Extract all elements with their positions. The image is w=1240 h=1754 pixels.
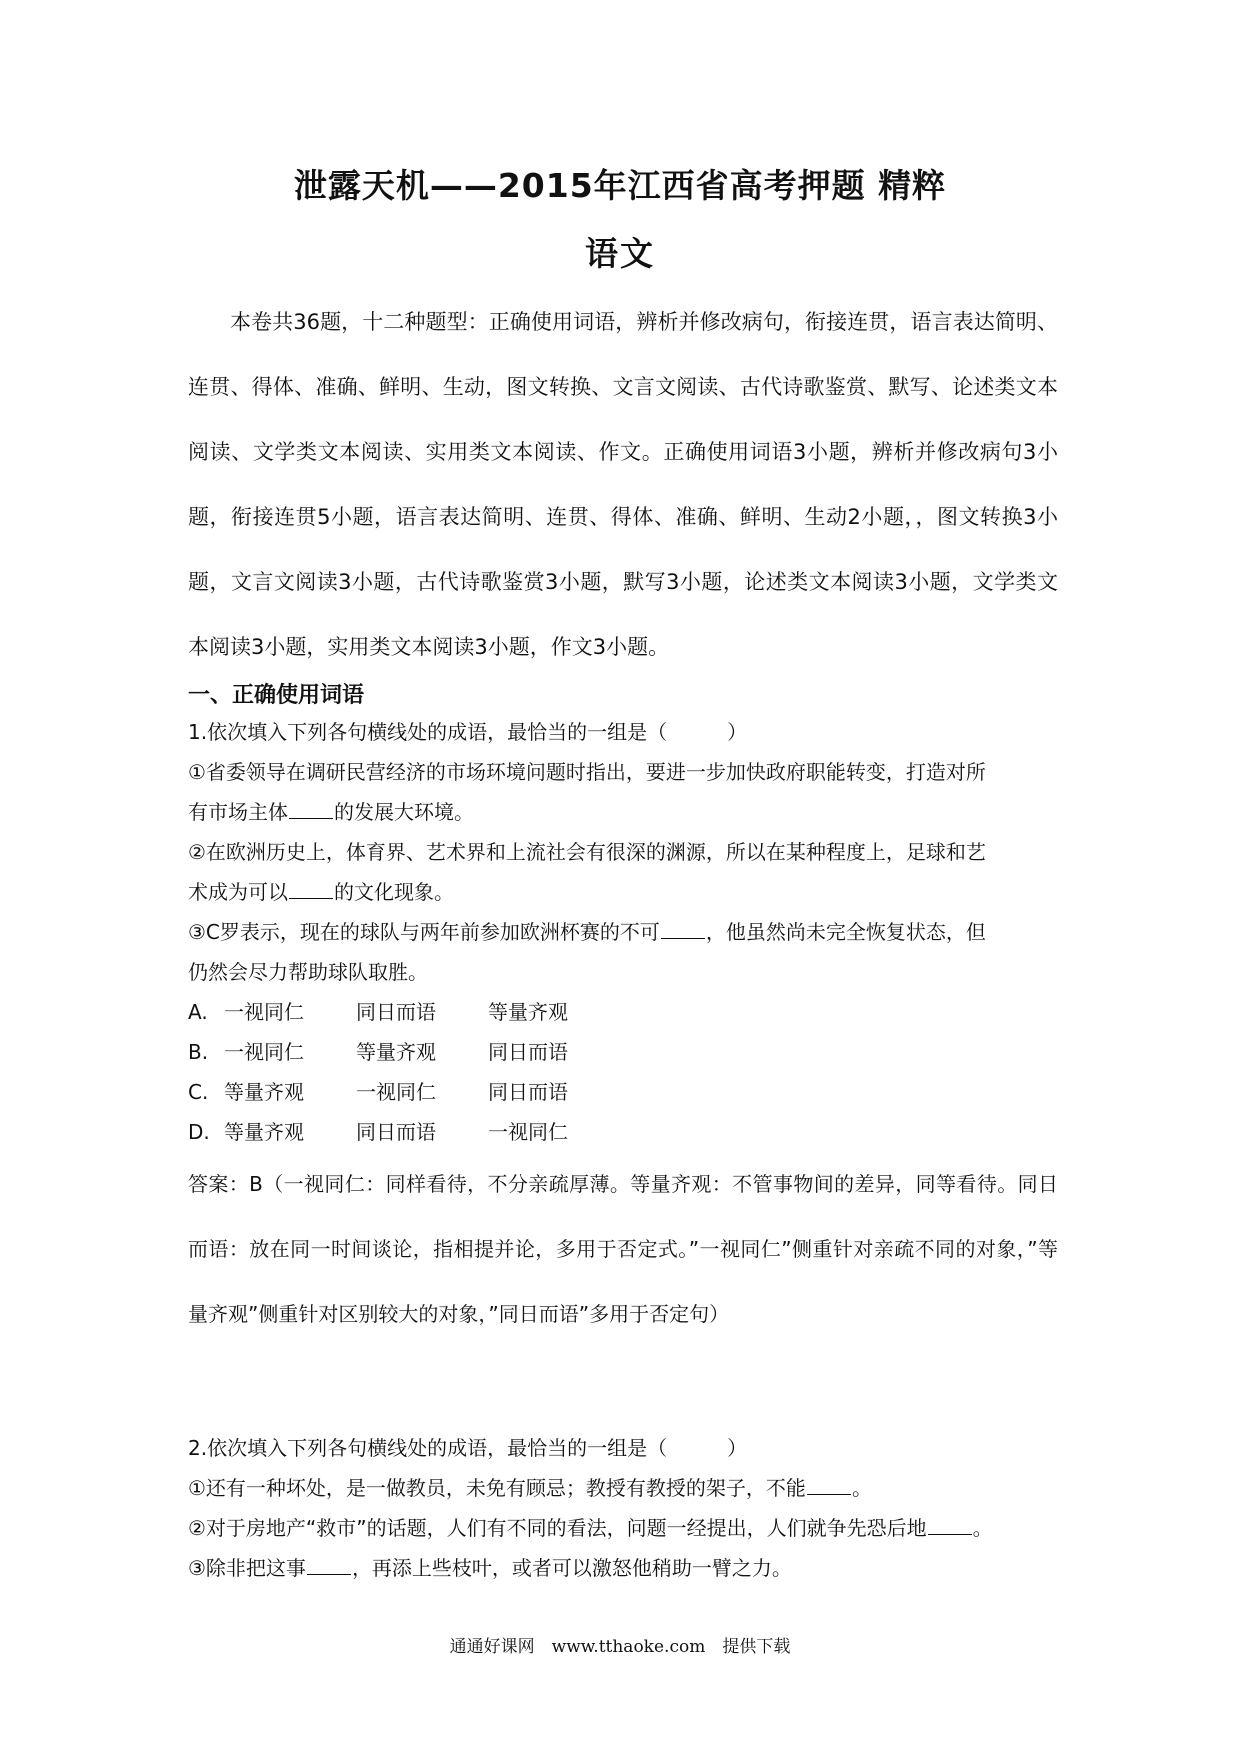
- question-2: [188, 1428, 1058, 1588]
- option-term: 一视同仁: [356, 1080, 436, 1104]
- option-term: 一视同仁: [224, 1000, 304, 1024]
- fill-blank: [307, 1556, 351, 1575]
- option-term: 同日而语: [356, 1120, 436, 1144]
- sentence-2-line-1: ②在欧洲历史上，体育界、艺术界和上流社会有很深的渊源，所以在某种程度上，足球和艺: [188, 840, 986, 864]
- sentence-2: [188, 1508, 1058, 1548]
- option-term: 一视同仁: [224, 1040, 304, 1064]
- question-stem: 1.依次填入下列各句横线处的成语，最恰当的一组是（ ）: [188, 720, 748, 744]
- sentence-text: 。: [972, 1516, 993, 1540]
- option-term: 等量齐观: [224, 1080, 304, 1104]
- fill-blank: [807, 1476, 851, 1495]
- option-term: 同日而语: [488, 1080, 568, 1104]
- intro-paragraph: [188, 290, 1058, 680]
- intro-text: 本卷共36题，十二种题型：正确使用词语，辨析并修改病句，衔接连贯，语言表达简明、连贯、得体、准确、鲜明、生动，图文转换、文言文阅读、古代诗歌鉴赏、默写、论述类文本阅读、文学类文本阅读、实用类文本阅读、作文。正确使用词语3小题，辨析并修改病句3小题，衔接连贯5小题，语言表达简明、连贯、得体、准确、鲜明、生动2小题，，图文转换3小题，文言文阅读3小题，古代诗歌鉴赏3小题，默写3小题，论述类文本阅读3小题，文学类文本阅读3小题，实用类文本阅读3小题，作文3小题。: [188, 310, 1058, 659]
- option-term: 等量齐观: [356, 1040, 436, 1064]
- option-a: [188, 992, 1058, 1032]
- option-letter: D.: [188, 1120, 210, 1144]
- option-c: [188, 1072, 1058, 1112]
- sentence-text: ①还有一种坏处，是一做教员，未免有顾忌；教授有教授的架子，不能: [188, 1476, 806, 1500]
- sentence-text: ，再添上些枝叶，或者可以激怒他稍助一臂之力。: [351, 1556, 792, 1580]
- sentence-3-line-1: [188, 912, 1058, 952]
- option-letter: A.: [188, 1000, 208, 1024]
- sentence-3: [188, 1548, 1058, 1588]
- fill-blank: [928, 1516, 972, 1535]
- sentence-text: 的文化现象。: [334, 880, 454, 904]
- option-term: 同日而语: [356, 1000, 436, 1024]
- sentence-text: 的发展大环境。: [334, 800, 474, 824]
- option-letter: C.: [188, 1080, 209, 1104]
- sentence-text: 术成为可以: [188, 880, 288, 904]
- sentence-3-line-2: 仍然会尽力帮助球队取胜。: [188, 960, 428, 984]
- option-term: 一视同仁: [488, 1120, 568, 1144]
- option-term: 等量齐观: [488, 1000, 568, 1024]
- fill-blank: [289, 880, 333, 899]
- fill-blank: [661, 920, 705, 939]
- page-footer: 通通好课网 www.tthaoke.com 提供下载: [449, 1637, 791, 1657]
- option-term: 等量齐观: [224, 1120, 304, 1144]
- fill-blank: [289, 800, 333, 819]
- option-b: [188, 1032, 1058, 1072]
- option-d: [188, 1112, 1058, 1152]
- sentence-text: 。: [851, 1476, 872, 1500]
- sentence-1: [188, 1468, 1058, 1508]
- sentence-1-line-1: ①省委领导在调研民营经济的市场环境问题时指出，要进一步加快政府职能转变，打造对所: [188, 760, 986, 784]
- option-letter: B.: [188, 1040, 209, 1064]
- option-term: 同日而语: [488, 1040, 568, 1064]
- answer-explanation: 答案：B（一视同仁：同样看待，不分亲疏厚薄。等量齐观：不管事物间的差异，同等看待。同日而语：放在同一时间谈论，指相提并论，多用于否定式。”一视同仁”侧重针对亲疏不同的对象，”等量齐观”侧重针对区别较大的对象，”同日而语”多用于否定句）: [188, 1172, 1058, 1326]
- sentence-text: 有市场主体: [188, 800, 288, 824]
- document-subtitle: 语文: [585, 234, 655, 273]
- document-title: 泄露天机——2015年江西省高考押题 精粹: [293, 166, 947, 205]
- sentence-2-line-2: [188, 872, 1058, 912]
- sentence-text: ，他虽然尚未完全恢复状态，但: [705, 920, 986, 944]
- sentence-1-line-2: [188, 792, 1058, 832]
- question-1: [188, 712, 1058, 1347]
- section-heading: 一、正确使用词语: [188, 683, 365, 708]
- sentence-text: ②对于房地产“救市”的话题，人们有不同的看法，问题一经提出，人们就争先恐后地: [188, 1516, 927, 1540]
- sentence-text: ③除非把这事: [188, 1556, 306, 1580]
- sentence-text: ③C罗表示，现在的球队与两年前参加欧洲杯赛的不可: [188, 920, 660, 944]
- question-stem: 2.依次填入下列各句横线处的成语，最恰当的一组是（ ）: [188, 1436, 748, 1460]
